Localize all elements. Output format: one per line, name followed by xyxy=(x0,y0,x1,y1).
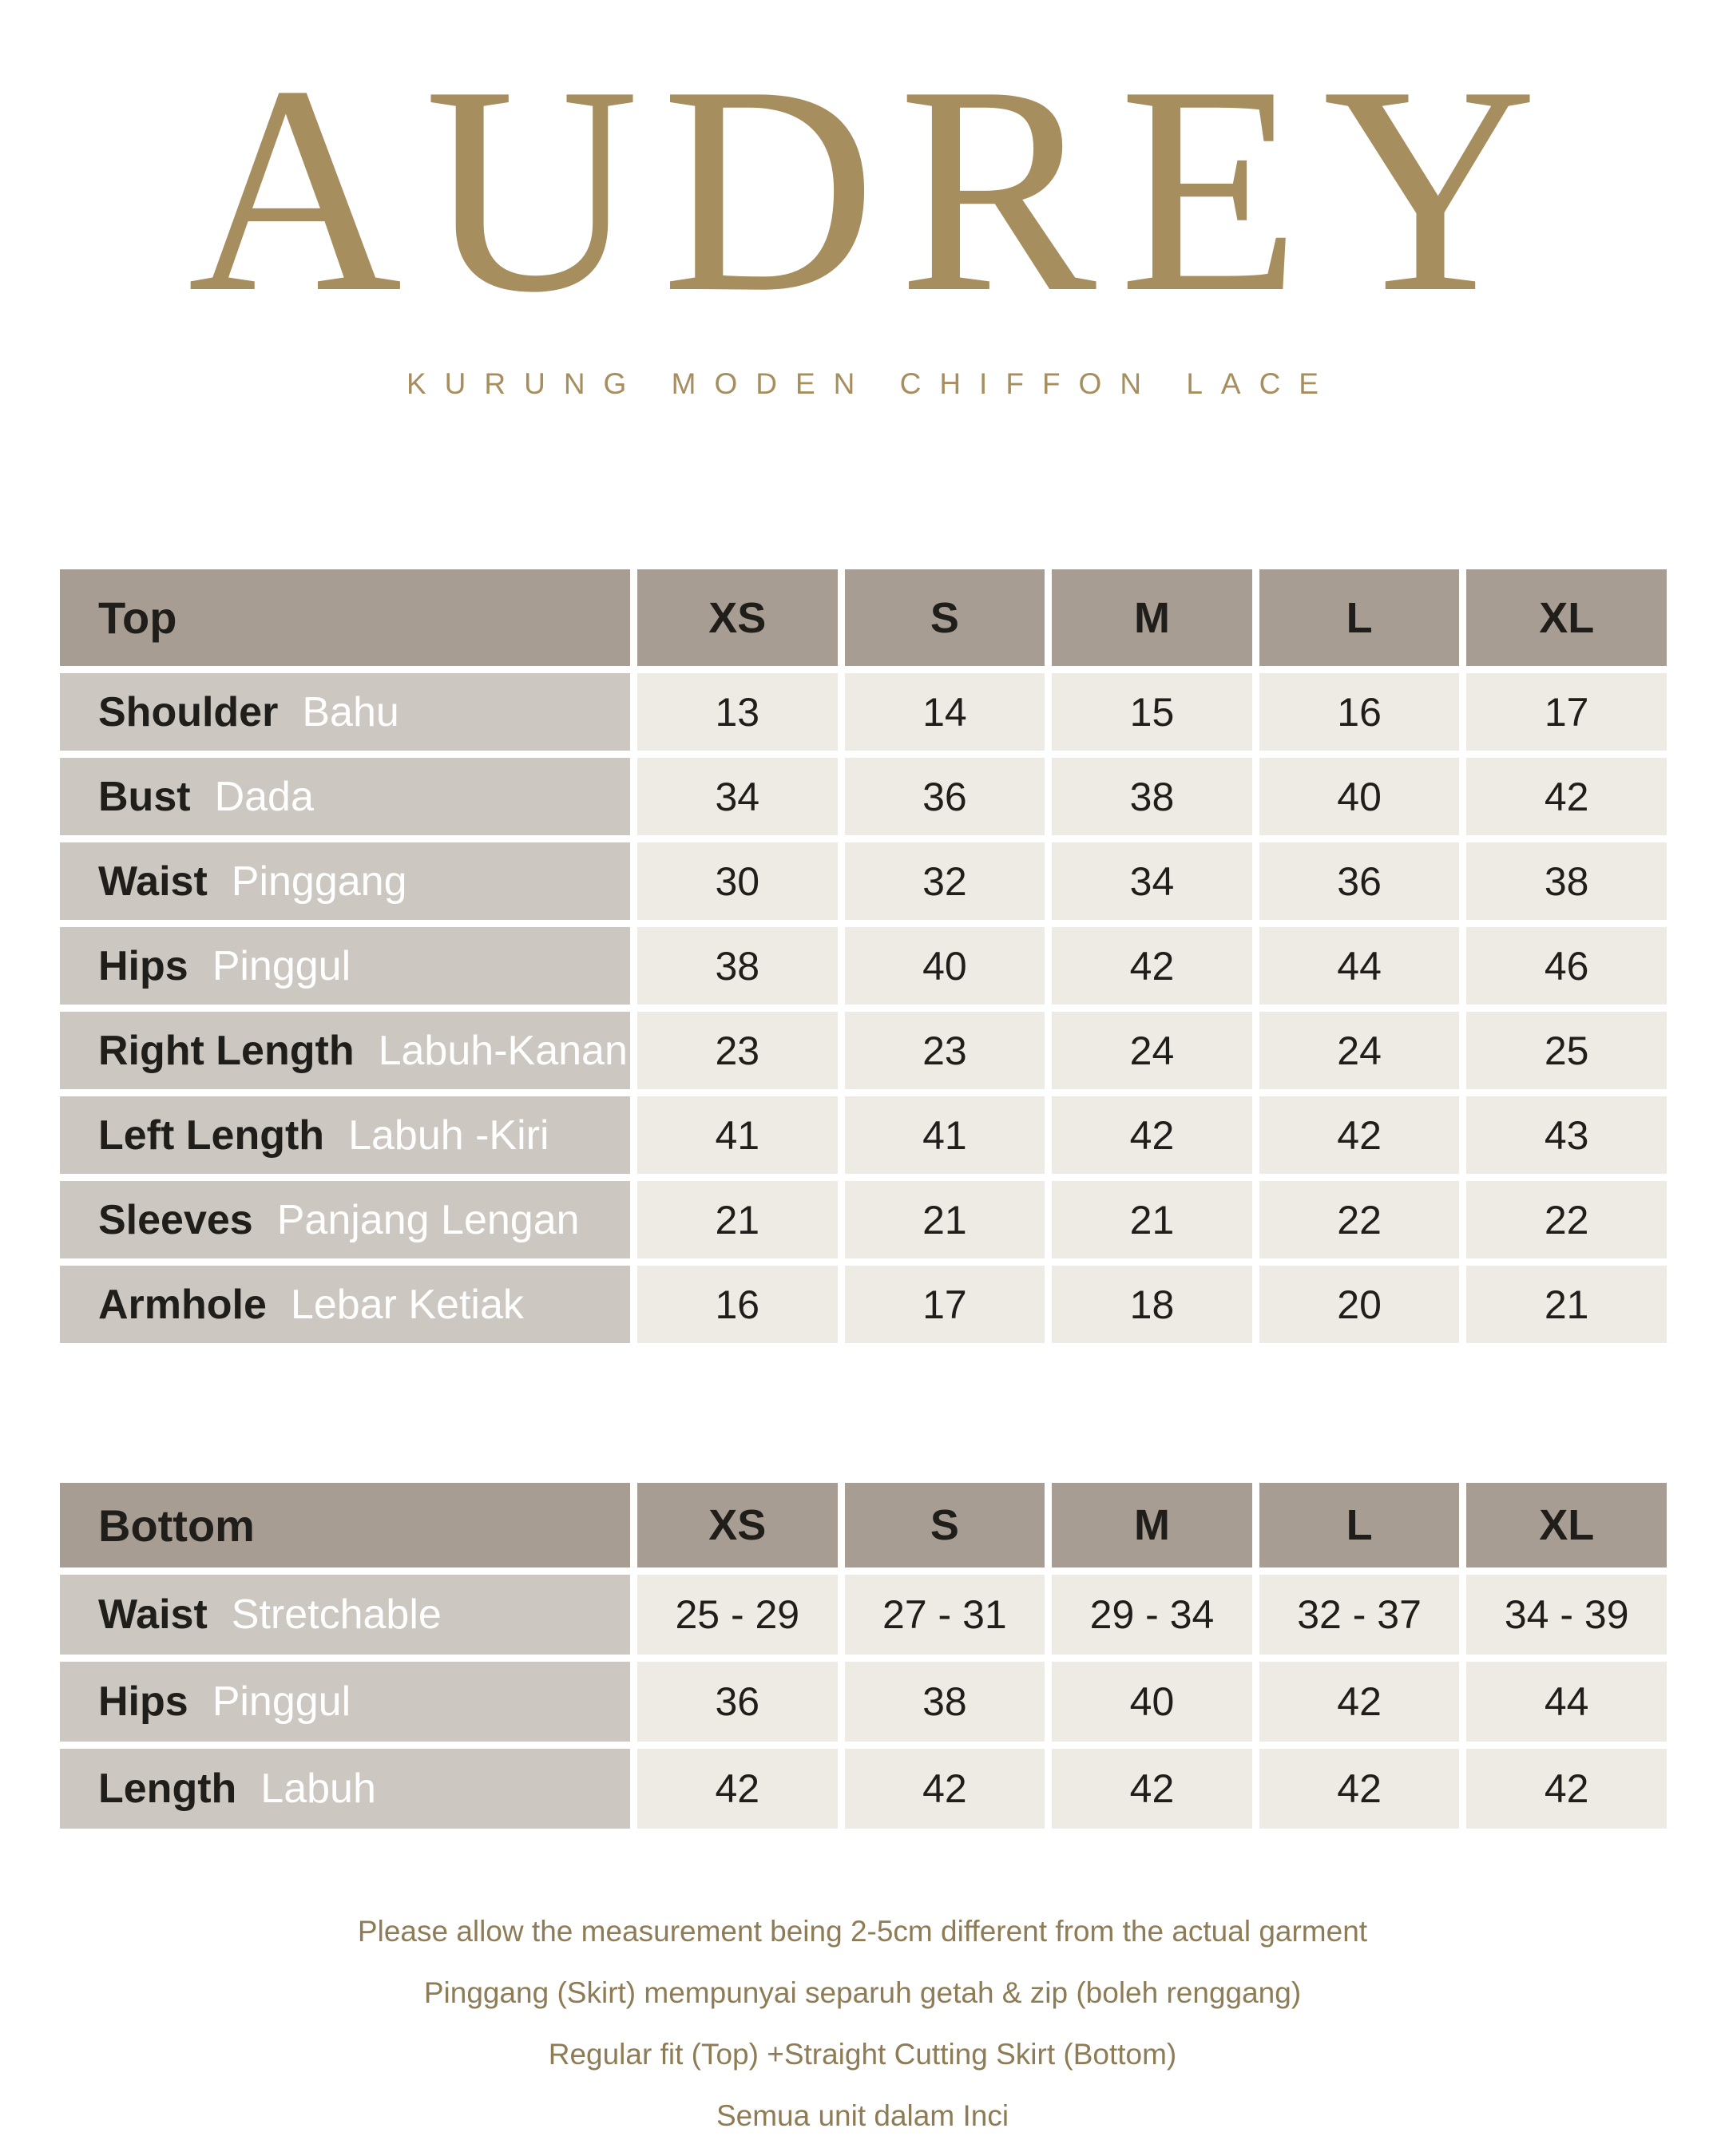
size-value: 42 xyxy=(1466,758,1667,835)
row-label-left-length xyxy=(60,1096,630,1174)
size-value: 34 - 39 xyxy=(1466,1575,1667,1655)
size-value: 18 xyxy=(1052,1266,1252,1343)
column-header-xs: XS xyxy=(637,1483,838,1567)
row-label-en: Left Length xyxy=(98,1112,325,1159)
size-value: 40 xyxy=(1259,758,1460,835)
size-value: 42 xyxy=(1052,927,1252,1005)
size-value: 34 xyxy=(1052,842,1252,920)
row-label-right-length xyxy=(60,1012,630,1089)
column-header-l: L xyxy=(1259,1483,1460,1567)
size-value: 23 xyxy=(845,1012,1045,1089)
size-value: 25 xyxy=(1466,1012,1667,1089)
size-value: 16 xyxy=(1259,673,1460,751)
row-label-shoulder xyxy=(60,673,630,751)
column-header-xs: XS xyxy=(637,569,838,666)
column-header-l: L xyxy=(1259,569,1460,666)
size-value: 21 xyxy=(1052,1181,1252,1258)
column-header-s: S xyxy=(845,569,1045,666)
row-label-my: Pinggul xyxy=(212,1678,351,1725)
row-label-en: Armhole xyxy=(98,1281,267,1328)
column-header-m: M xyxy=(1052,569,1252,666)
size-value: 17 xyxy=(845,1266,1045,1343)
size-value: 27 - 31 xyxy=(845,1575,1045,1655)
row-label-my: Labuh xyxy=(260,1766,376,1812)
size-value: 38 xyxy=(1052,758,1252,835)
size-value: 40 xyxy=(1052,1662,1252,1742)
size-value: 41 xyxy=(637,1096,838,1174)
size-value: 32 - 37 xyxy=(1259,1575,1460,1655)
row-label-my: Stretchable xyxy=(231,1591,442,1638)
size-value: 36 xyxy=(1259,842,1460,920)
row-label-my: Labuh-Kanan xyxy=(378,1027,628,1074)
row-label-length-bottom xyxy=(60,1749,630,1829)
row-label-en: Waist xyxy=(98,1591,208,1638)
size-value: 24 xyxy=(1052,1012,1252,1089)
size-value: 20 xyxy=(1259,1266,1460,1343)
size-value: 41 xyxy=(845,1096,1045,1174)
size-value: 16 xyxy=(637,1266,838,1343)
size-value: 40 xyxy=(845,927,1045,1005)
row-label-en: Shoulder xyxy=(98,688,279,735)
row-label-en: Right Length xyxy=(98,1027,355,1074)
size-value: 17 xyxy=(1466,673,1667,751)
column-header-xl: XL xyxy=(1466,569,1667,666)
size-value: 14 xyxy=(845,673,1045,751)
size-value: 42 xyxy=(1259,1662,1460,1742)
row-label-en: Hips xyxy=(98,942,188,989)
brand-subtitle: KURUNG MODEN CHIFFON LACE xyxy=(406,367,1337,400)
row-label-en: Hips xyxy=(98,1678,188,1725)
note-line: Please allow the measurement being 2-5cm different from the actual garment xyxy=(357,1915,1368,1948)
size-value: 42 xyxy=(1259,1096,1460,1174)
row-label-hips xyxy=(60,927,630,1005)
size-value: 46 xyxy=(1466,927,1667,1005)
size-value: 34 xyxy=(637,758,838,835)
size-value: 44 xyxy=(1259,927,1460,1005)
size-value: 44 xyxy=(1466,1662,1667,1742)
size-value: 38 xyxy=(637,927,838,1005)
row-label-hips-bottom xyxy=(60,1662,630,1742)
row-label-waist xyxy=(60,842,630,920)
column-header-m: M xyxy=(1052,1483,1252,1567)
size-value: 43 xyxy=(1466,1096,1667,1174)
size-value: 21 xyxy=(845,1181,1045,1258)
size-value: 42 xyxy=(845,1749,1045,1829)
row-label-my: Pinggang xyxy=(231,858,407,905)
row-label-my: Labuh -Kiri xyxy=(348,1112,549,1159)
top-table-title: Top xyxy=(60,569,630,666)
size-value: 38 xyxy=(1466,842,1667,920)
column-header-xl: XL xyxy=(1466,1483,1667,1567)
size-value: 32 xyxy=(845,842,1045,920)
size-value: 22 xyxy=(1466,1181,1667,1258)
row-label-en: Bust xyxy=(98,773,191,820)
size-value: 42 xyxy=(1052,1096,1252,1174)
row-label-my: Pinggul xyxy=(212,942,351,989)
size-value: 36 xyxy=(637,1662,838,1742)
size-value: 15 xyxy=(1052,673,1252,751)
size-value: 13 xyxy=(637,673,838,751)
row-label-my: Dada xyxy=(214,773,314,820)
size-value: 22 xyxy=(1259,1181,1460,1258)
size-value: 42 xyxy=(1052,1749,1252,1829)
size-value: 23 xyxy=(637,1012,838,1089)
brand-title: AUDREY xyxy=(188,26,1560,354)
row-label-waist-bottom xyxy=(60,1575,630,1655)
row-label-my: Bahu xyxy=(302,688,399,735)
note-line: Regular fit (Top) +Straight Cutting Skirt (Bottom) xyxy=(548,2038,1177,2071)
row-label-bust xyxy=(60,758,630,835)
size-value: 36 xyxy=(845,758,1045,835)
top-measurements-table xyxy=(60,569,1667,1343)
size-value: 24 xyxy=(1259,1012,1460,1089)
row-label-en: Length xyxy=(98,1766,237,1812)
bottom-measurements-table xyxy=(60,1483,1667,1829)
column-header-s: S xyxy=(845,1483,1045,1567)
size-value: 42 xyxy=(637,1749,838,1829)
size-value: 25 - 29 xyxy=(637,1575,838,1655)
row-label-my: Lebar Ketiak xyxy=(290,1281,524,1328)
size-value: 30 xyxy=(637,842,838,920)
note-line: Semua unit dalam Inci xyxy=(716,2099,1009,2132)
size-value: 42 xyxy=(1466,1749,1667,1829)
note-line: Pinggang (Skirt) mempunyai separuh getah & zip (boleh renggang) xyxy=(423,1976,1302,2009)
measurement-notes xyxy=(0,1900,1725,2146)
row-label-my: Panjang Lengan xyxy=(276,1196,580,1243)
size-value: 21 xyxy=(637,1181,838,1258)
row-label-en: Waist xyxy=(98,858,208,905)
size-value: 42 xyxy=(1259,1749,1460,1829)
bottom-table-title: Bottom xyxy=(60,1483,630,1567)
row-label-sleeves xyxy=(60,1181,630,1258)
size-value: 21 xyxy=(1466,1266,1667,1343)
size-value: 29 - 34 xyxy=(1052,1575,1252,1655)
size-value: 38 xyxy=(845,1662,1045,1742)
row-label-en: Sleeves xyxy=(98,1196,253,1243)
row-label-armhole xyxy=(60,1266,630,1343)
